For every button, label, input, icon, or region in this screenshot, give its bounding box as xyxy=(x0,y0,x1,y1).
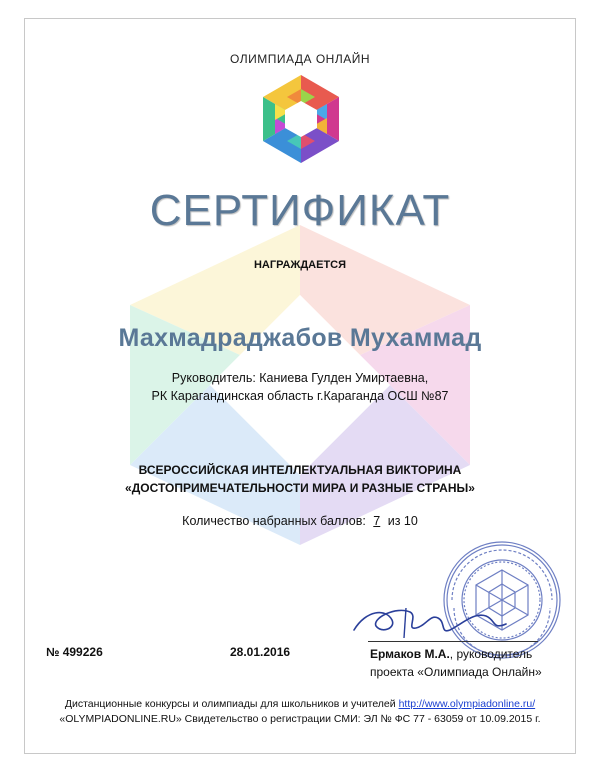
signer-role-part1: , руководитель xyxy=(449,647,533,661)
certificate-number: № 499226 xyxy=(46,645,103,659)
score-label: Количество набранных баллов: xyxy=(182,514,366,528)
signature-line xyxy=(368,641,538,642)
footer-line2: «OLYMPIADONLINE.RU» Свидетельство о регистрации СМИ: ЭЛ № ФС 77 - 63059 от 10.09.2015 г. xyxy=(59,713,541,725)
footer-line1 xyxy=(0,698,600,710)
issue-date: 28.01.2016 xyxy=(230,645,291,659)
supervisor-line: Руководитель: Каниева Гулден Умиртаевна, xyxy=(171,371,429,385)
contest-title-line1: ВСЕРОССИЙСКАЯ ИНТЕЛЛЕКТУАЛЬНАЯ ВИКТОРИНА xyxy=(138,463,462,477)
olympiad-logo xyxy=(258,74,344,164)
signer-line1 xyxy=(370,645,542,663)
score-line xyxy=(0,514,600,528)
footer-text: Дистанционные конкурсы и олимпиады для школьников и учителей xyxy=(64,698,399,710)
recipient-name: Махмадраджабов Мухаммад xyxy=(118,324,482,352)
awarded-label: НАГРАЖДАЕТСЯ xyxy=(253,259,347,271)
watermark-logo xyxy=(128,224,472,546)
certificate-title: СЕРТИФИКАТ xyxy=(149,186,451,235)
website-link[interactable]: http://www.olympiadonline.ru/ xyxy=(398,698,536,710)
signer-block xyxy=(370,645,542,681)
organization-name: ОЛИМПИАДА ОНЛАЙН xyxy=(230,52,370,66)
score-max: из 10 xyxy=(387,514,418,528)
score-value: 7 xyxy=(373,514,381,528)
signer-name: Ермаков М.А. xyxy=(370,647,450,661)
school-line: РК Карагандинская область г.Караганда ОСШ №87 xyxy=(151,389,449,403)
contest-title-line2: «ДОСТОПРИМЕЧАТЕЛЬНОСТИ МИРА И РАЗНЫЕ СТРАНЫ» xyxy=(125,481,475,495)
signer-role-part2: проекта «Олимпиада Онлайн» xyxy=(370,665,542,679)
